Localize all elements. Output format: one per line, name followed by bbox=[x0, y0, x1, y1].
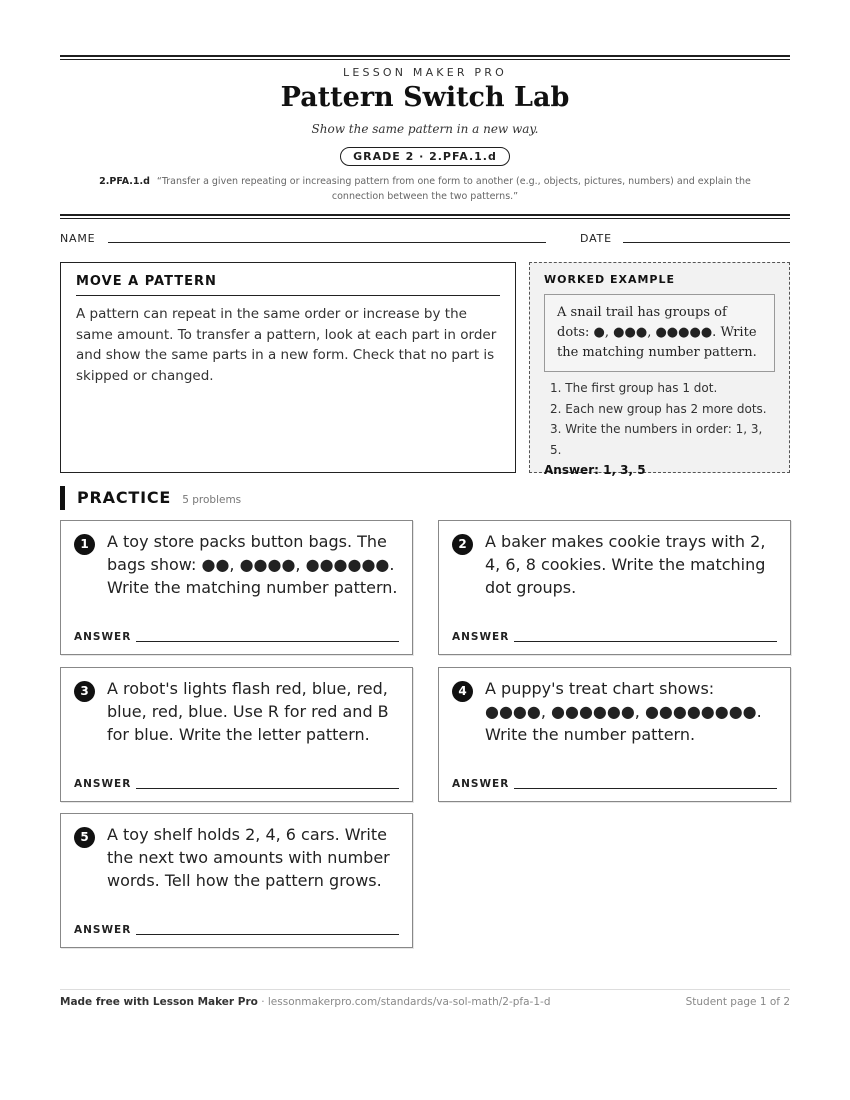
standard-text: “Transfer a given repeating or increasing pattern from one form to another (e.g., objects, pictures, numbers) and explain the connection between the two patterns.” bbox=[156, 176, 751, 202]
answer-label: ANSWER bbox=[74, 778, 132, 790]
page-indicator: Student page 1 of 2 bbox=[685, 996, 790, 1008]
problem-text: A toy store packs button bags. The bags show: ●●, ●●●●, ●●●●●●. Write the matching number pattern. bbox=[107, 532, 398, 597]
answer-field[interactable] bbox=[136, 934, 399, 935]
problem-text: A robot's lights flash red, blue, red, blue, red, blue. Use R for red and B for blue. Write the letter pattern. bbox=[107, 679, 389, 744]
practice-header bbox=[60, 486, 241, 510]
date-label: DATE bbox=[580, 232, 612, 245]
practice-title: PRACTICE bbox=[77, 488, 172, 507]
answer-field[interactable] bbox=[136, 788, 399, 789]
worked-example-box bbox=[529, 262, 790, 477]
concept-text: A pattern can repeat in the same order or increase by the same amount. To transfer a pattern, look at each part in order and show the same parts in a new form. Check that no part is skipped or changed. bbox=[76, 306, 497, 384]
name-date-row bbox=[60, 232, 790, 246]
problem-number: 1 bbox=[74, 534, 95, 555]
problem-card bbox=[438, 667, 791, 802]
top-divider bbox=[60, 55, 790, 60]
footer-url[interactable]: · lessonmakerpro.com/standards/va-sol-math/2-pfa-1-d bbox=[257, 996, 551, 1008]
answer-label: ANSWER bbox=[74, 924, 132, 936]
answer-label: ANSWER bbox=[452, 631, 510, 643]
problem-number: 5 bbox=[74, 827, 95, 848]
concept-box bbox=[60, 262, 516, 473]
brand-name: LESSON MAKER PRO bbox=[343, 66, 507, 79]
page-subtitle: Show the same pattern in a new way. bbox=[311, 122, 539, 136]
page-title: Pattern Switch Lab bbox=[280, 82, 570, 113]
worked-example-steps bbox=[544, 378, 775, 460]
practice-count: 5 problems bbox=[182, 494, 242, 506]
problem-text: A toy shelf holds 2, 4, 6 cars. Write the next two amounts with number words. Tell how the pattern grows. bbox=[107, 825, 390, 890]
concept-heading: MOVE A PATTERN bbox=[76, 274, 500, 296]
problem-number: 3 bbox=[74, 681, 95, 702]
answer-field[interactable] bbox=[514, 788, 777, 789]
header-divider bbox=[60, 214, 790, 219]
worksheet-page bbox=[60, 0, 790, 1100]
worked-step: 2. Each new group has 2 more dots. bbox=[550, 401, 767, 416]
date-field[interactable] bbox=[623, 242, 790, 243]
answer-field[interactable] bbox=[514, 641, 777, 642]
problem-text: A baker makes cookie trays with 2, 4, 6, 8 cookies. Write the matching dot groups. bbox=[485, 532, 766, 597]
worked-step: 1. The first group has 1 dot. bbox=[550, 381, 718, 395]
problem-card bbox=[60, 813, 413, 948]
problem-card bbox=[60, 520, 413, 655]
problem-card bbox=[438, 520, 791, 655]
worked-example-heading: WORKED EXAMPLE bbox=[544, 273, 675, 286]
worked-example-answer: Answer: 1, 3, 5 bbox=[544, 463, 646, 477]
name-label: NAME bbox=[60, 232, 96, 245]
problem-card bbox=[60, 667, 413, 802]
answer-label: ANSWER bbox=[74, 631, 132, 643]
standard-description bbox=[74, 174, 776, 204]
name-field[interactable] bbox=[108, 242, 546, 243]
standard-code: 2.PFA.1.d bbox=[99, 176, 150, 187]
answer-label: ANSWER bbox=[452, 778, 510, 790]
footer-credit bbox=[60, 996, 551, 1008]
answer-field[interactable] bbox=[136, 641, 399, 642]
grade-badge-wrap bbox=[60, 145, 790, 166]
problem-number: 4 bbox=[452, 681, 473, 702]
footer-divider bbox=[60, 989, 790, 990]
worked-step: 3. Write the numbers in order: 1, 3, 5. bbox=[550, 422, 763, 457]
footer-brand: Made free with Lesson Maker Pro bbox=[60, 996, 258, 1008]
grade-badge: GRADE 2 · 2.PFA.1.d bbox=[340, 147, 510, 166]
problem-text: A puppy's treat chart shows: ●●●●, ●●●●●●, ●●●●●●●●. Write the number pattern. bbox=[485, 679, 762, 744]
worked-example-problem: A snail trail has groups of dots: ●, ●●●, ●●●●●. Write the matching number pattern. bbox=[544, 294, 775, 372]
problem-number: 2 bbox=[452, 534, 473, 555]
